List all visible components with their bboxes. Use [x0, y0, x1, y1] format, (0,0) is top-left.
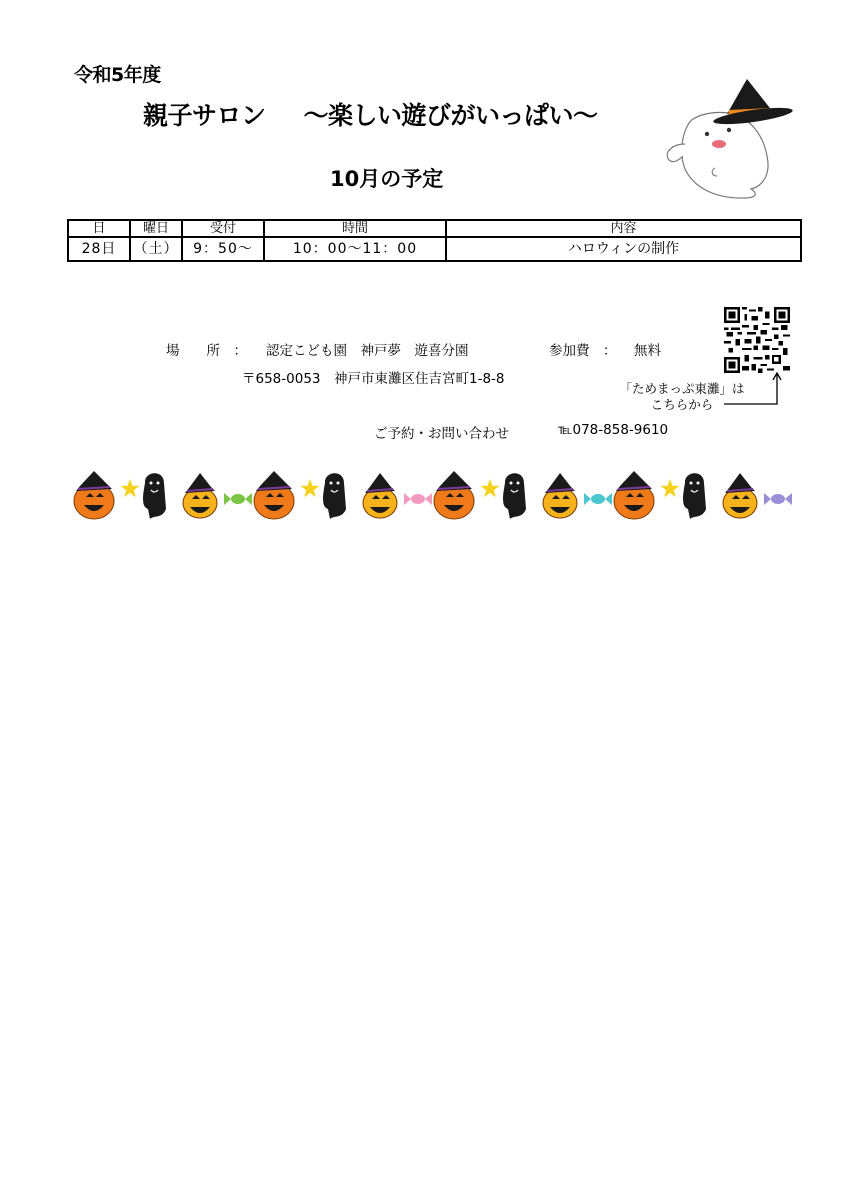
black-ghost-icon — [683, 473, 706, 519]
pumpkin-small-icon — [723, 473, 757, 518]
fiscal-year: 令和5年度 — [74, 64, 161, 86]
qr-note-line1: 「ためまっぷ東灘」は — [619, 381, 745, 396]
star-icon — [481, 479, 500, 497]
pumpkin-witch-hat-icon — [254, 471, 294, 519]
star-icon — [661, 479, 680, 497]
cell-reception: 9：50～ — [182, 237, 264, 261]
month-schedule-title: 10月の予定 — [330, 167, 444, 191]
column-header-reception: 受付 — [182, 220, 264, 237]
black-ghost-icon — [143, 473, 166, 519]
qr-note-line2: こちらから — [650, 397, 714, 412]
cell-content: ハロウィンの制作 — [446, 237, 801, 261]
star-icon — [301, 479, 320, 497]
black-ghost-icon — [503, 473, 526, 519]
pumpkin-small-icon — [543, 473, 577, 518]
place-label: 場 所 ： — [166, 343, 247, 359]
contact-label: ご予約・お問い合わせ — [374, 426, 509, 442]
halloween-border-decoration — [72, 463, 800, 523]
page-title — [143, 96, 598, 132]
schedule-table — [67, 219, 802, 262]
title-main: 親子サロン — [143, 101, 266, 130]
ghost-with-witch-hat-illustration — [655, 74, 795, 204]
column-header-weekday: 曜日 — [130, 220, 182, 237]
table-header-row — [68, 220, 801, 237]
cell-time: 10：00～11：00 — [264, 237, 446, 261]
column-header-time: 時間 — [264, 220, 446, 237]
cell-day: 28日 — [68, 237, 130, 261]
pumpkin-witch-hat-icon — [434, 471, 474, 519]
pumpkin-witch-hat-icon — [614, 471, 654, 519]
candy-icon — [764, 493, 792, 505]
table-row — [68, 237, 801, 261]
column-header-day: 日 — [68, 220, 130, 237]
pumpkin-small-icon — [183, 473, 217, 518]
black-ghost-icon — [323, 473, 346, 519]
phone-number: ℡078‐858‐9610 — [558, 422, 669, 438]
title-sub: ～楽しい遊びがいっぱい～ — [303, 101, 598, 130]
fee-label: 参加費 ： — [549, 343, 617, 359]
pumpkin-small-icon — [363, 473, 397, 518]
qr-code-icon[interactable] — [724, 307, 790, 373]
pumpkin-witch-hat-icon — [74, 471, 114, 519]
fee-value: 無料 — [634, 343, 661, 359]
qr-note — [612, 381, 752, 413]
address: 〒658‐0053 神戸市東灘区住吉宮町1‐8‐8 — [242, 371, 505, 387]
cell-weekday: （土） — [130, 237, 182, 261]
place-value: 認定こども園 神戸夢 遊喜分園 — [266, 343, 469, 359]
candy-icon — [224, 493, 252, 505]
candy-icon — [584, 493, 612, 505]
column-header-content: 内容 — [446, 220, 801, 237]
candy-icon — [404, 493, 432, 505]
star-icon — [121, 479, 140, 497]
